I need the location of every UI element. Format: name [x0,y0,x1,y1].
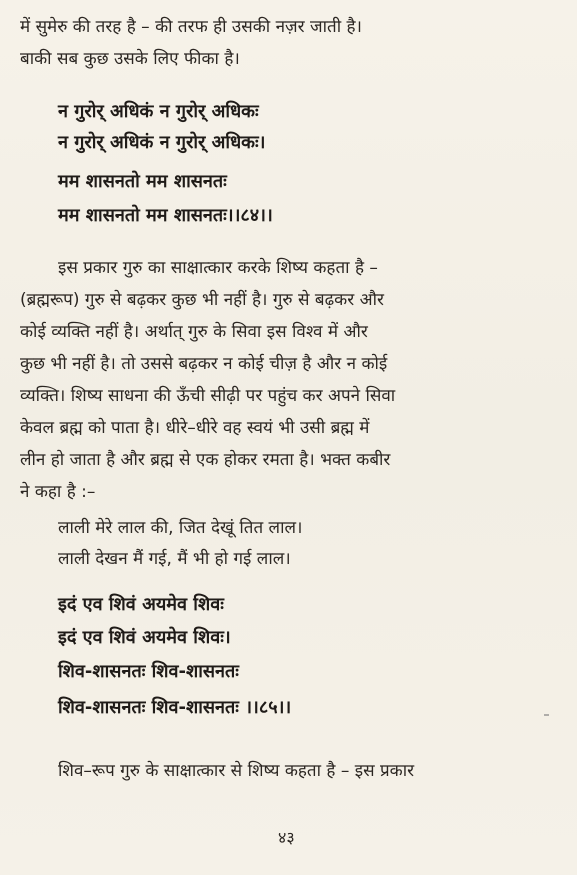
paragraph-line-3: कोई व्यक्ति नहीं है। अर्थात् गुरु के सिवा इस विश्व में और [20,322,368,342]
page-number: ४३ [278,828,295,847]
paragraph-line-7: लीन हो जाता है और ब्रह्म से एक होकर रमता है। भक्त कबीर [20,450,391,470]
paragraph-line-6: केवल ब्रह्म को पाता है। धीरे–धीरे वह स्वयं भी उसी ब्रह्म में [20,418,370,438]
paragraph-line-2: (ब्रह्मरूप) गुरु से बढ़कर कुछ भी नहीं है। गुरु से बढ़कर और [20,290,384,310]
shloka-85-line-1: इदं एव शिवं अयमेव शिवः [58,594,224,615]
text-line-2: बाकी सब कुछ उसके लिए फीका है। [20,49,240,69]
doha-line-2: लाली देखन मैं गई, मैं भी हो गई लाल। [58,549,291,569]
paragraph-line-4: कुछ भी नहीं है। तो उससे बढ़कर न कोई चीज़ है और न कोई [20,354,388,374]
paragraph-line-8: ने कहा है :– [20,482,96,502]
shloka-85-line-4: शिव-शासनतः शिव-शासनतः ।।८५।। [58,697,292,718]
shloka-85-line-3: शिव-शासनतः शिव-शासनतः [58,661,239,682]
paragraph-line-5: व्यक्ति। शिष्य साधना की ऊँची सीढ़ी पर पहुंच कर अपने सिवा [20,386,396,406]
shloka-84-line-3: मम शासनतो मम शासनतः [58,171,227,192]
closing-line: शिव–रूप गुरु के साक्षात्कार से शिष्य कहता है – इस प्रकार [58,761,415,781]
doha-line-1: लाली मेरे लाल की, जित देखूं तित लाल। [58,518,303,538]
text-line-1: में सुमेरु की तरह है – की तरफ ही उसकी नज़र जाती है। [20,17,362,37]
margin-mark [544,714,549,716]
shloka-85-line-2: इदं एव शिवं अयमेव शिवः। [58,627,231,648]
shloka-84-line-4: मम शासनतो मम शासनतः।।८४।। [58,205,273,226]
shloka-84-line-2: न गुरोर् अधिकं न गुरोर् अधिकः। [58,132,266,153]
shloka-84-line-1: न गुरोर् अधिकं न गुरोर् अधिकः [58,101,259,122]
paragraph-line-1: इस प्रकार गुरु का साक्षात्कार करके शिष्य कहता है – [58,258,378,278]
